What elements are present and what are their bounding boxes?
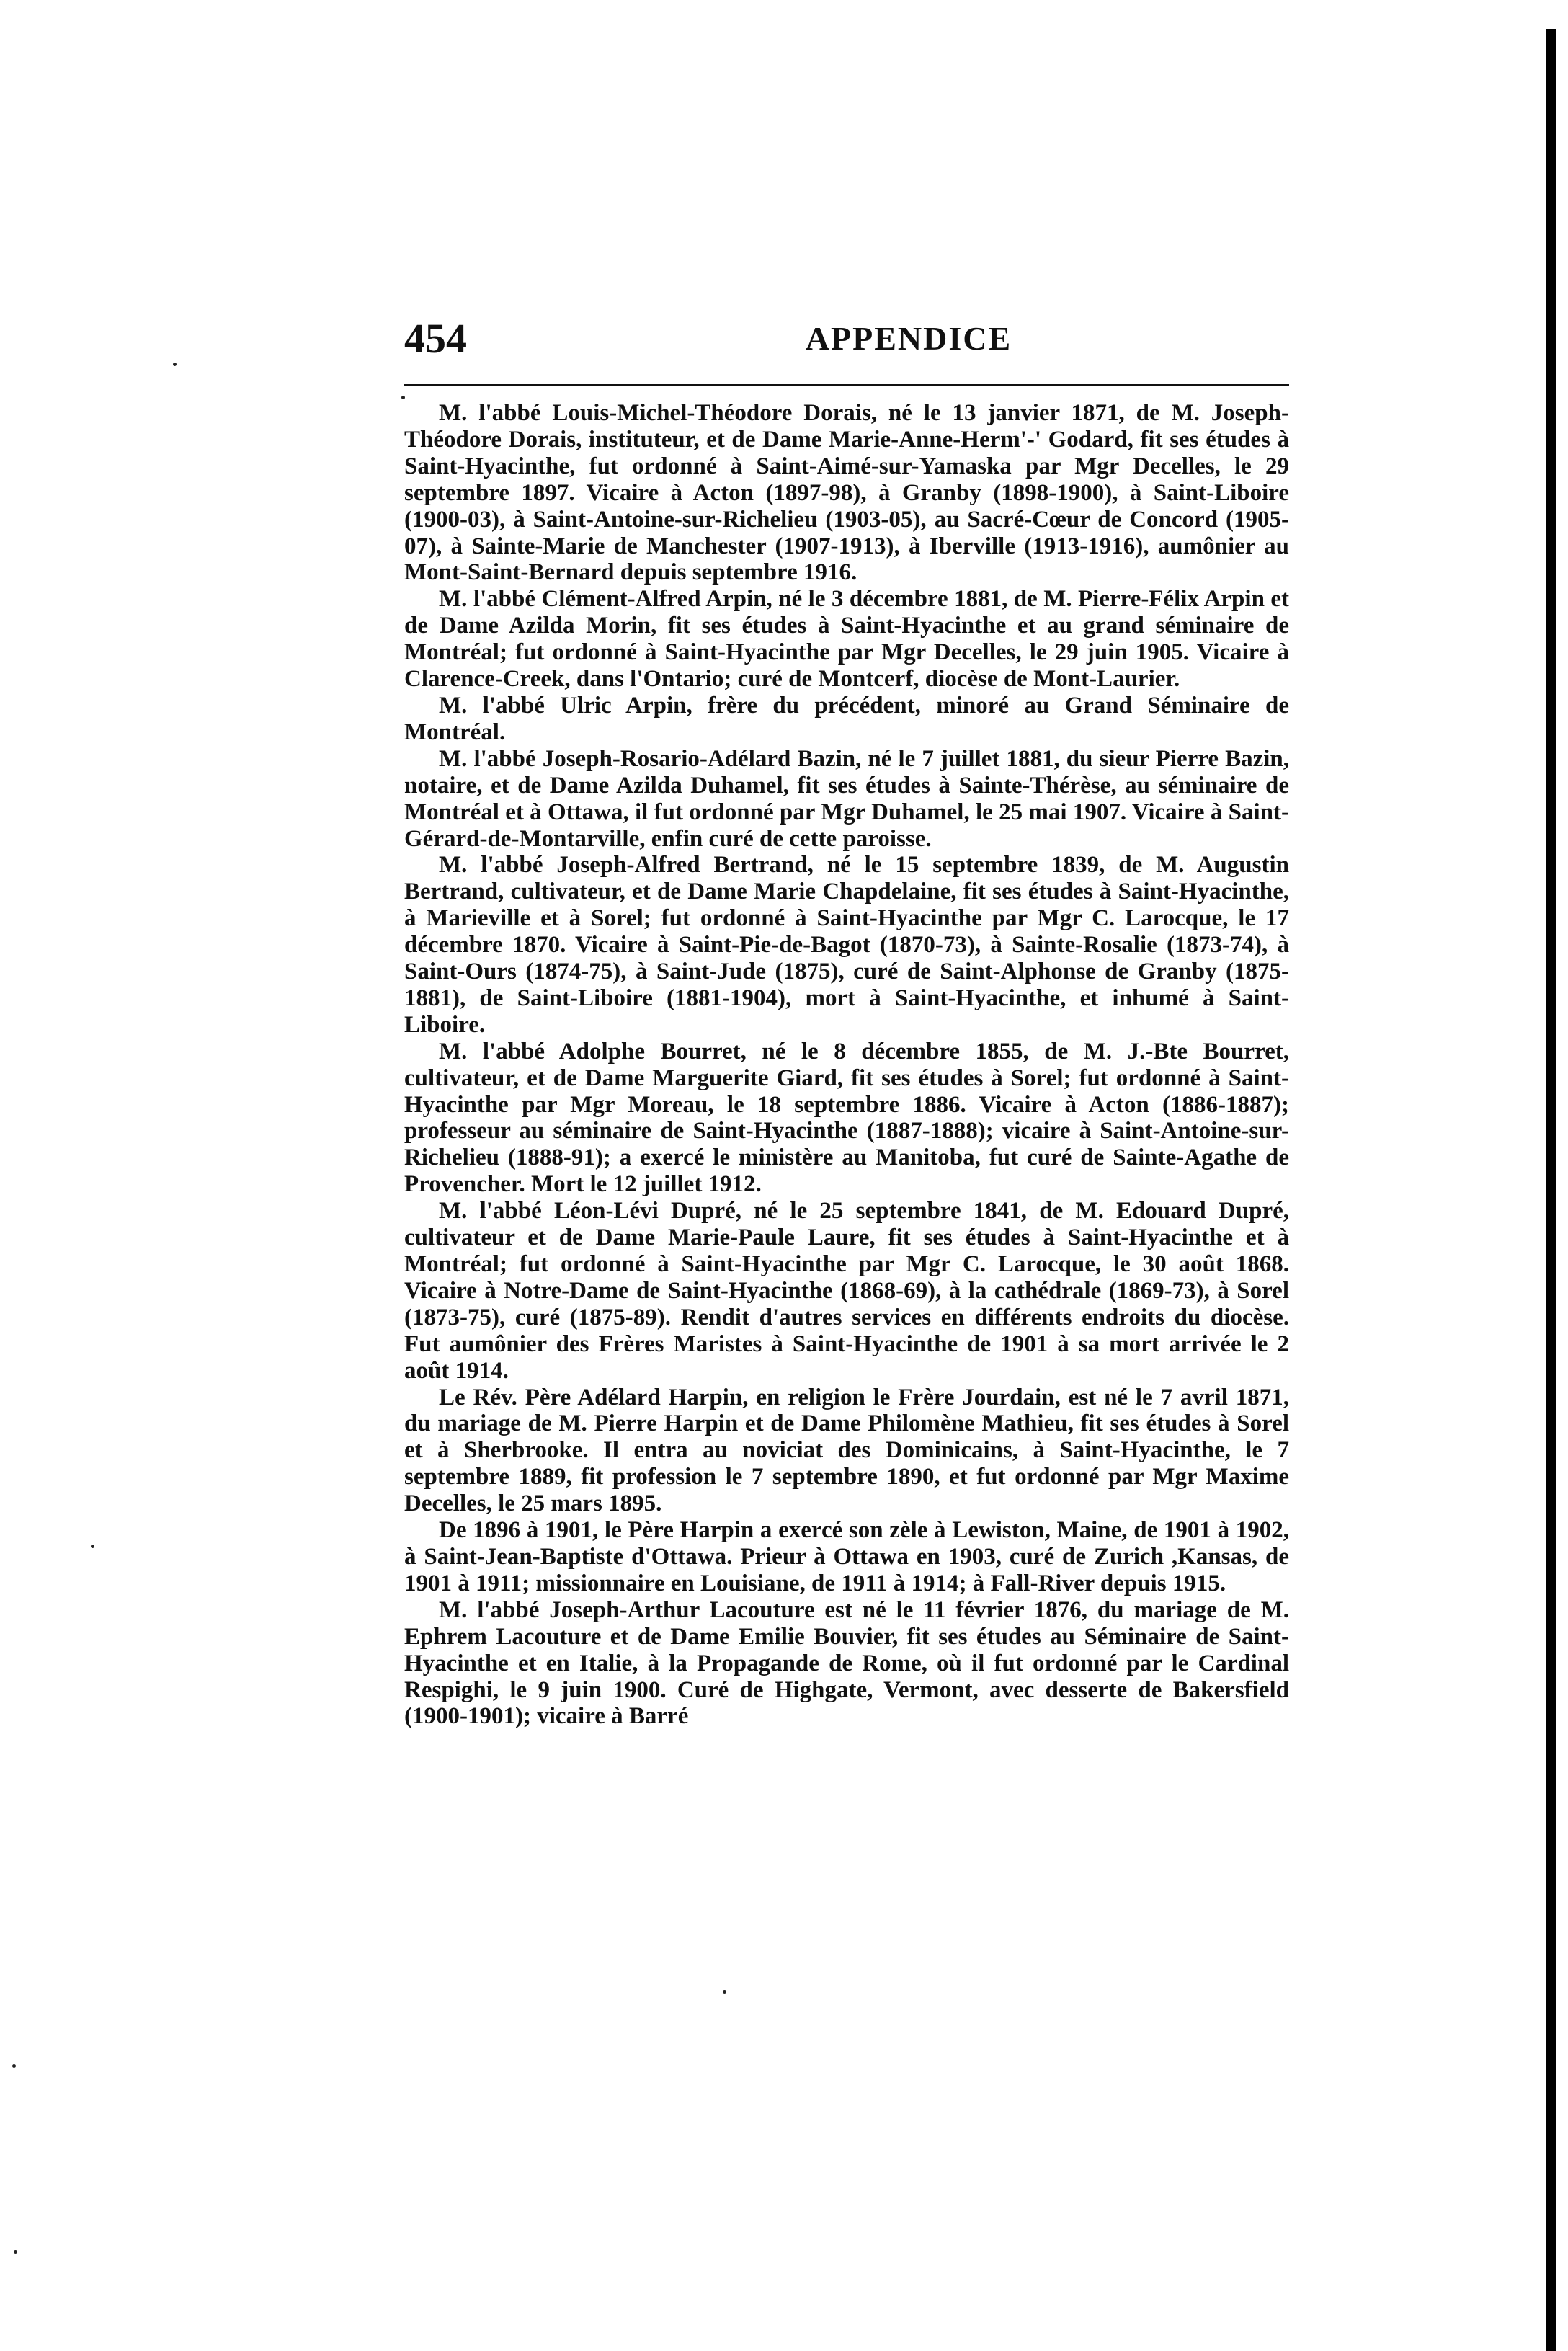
page-number: 454: [404, 315, 467, 362]
scan-speck: [173, 363, 177, 366]
paragraph-ulric-arpin: M. l'abbé Ulric Arpin, frère du précédent, minoré au Grand Séminaire de Montréal.: [404, 692, 1289, 745]
paragraph-bourret: M. l'abbé Adolphe Bourret, né le 8 décembre 1855, de M. J.-Bte Bourret, cultivateur, et de Dame Marguerite Giard, fit ses études à Sorel; fut ordonné à Saint-Hyacinthe par Mgr Moreau, le 18 septembre 1886. Vicaire à Acton (1886-1887); professeur au séminaire de Saint-Hyacinthe (1887-1888); vicaire à Saint-Antoine-sur-Richelieu (1888-91); a exercé le ministère au Manitoba, fut curé de Sainte-Agathe de Provencher. Mort le 12 juillet 1912.: [404, 1038, 1289, 1198]
paragraph-dupre: M. l'abbé Léon-Lévi Dupré, né le 25 septembre 1841, de M. Edouard Dupré, cultivateur et de Dame Marie-Paule Laure, fit ses études à Saint-Hyacinthe et à Montréal; fut ordonné à Saint-Hyacinthe par Mgr C. Larocque, le 30 août 1868. Vicaire à Notre-Dame de Saint-Hyacinthe (1868-69), à la cathédrale (1869-73), à Sorel (1873-75), curé (1875-89). Rendit d'autres services en différents endroits du diocèse. Fut aumônier des Frères Maristes à Saint-Hyacinthe de 1901 à sa mort arrivée le 2 août 1914.: [404, 1198, 1289, 1384]
paragraph-lacouture: M. l'abbé Joseph-Arthur Lacouture est né le 11 février 1876, du mariage de M. Ephrem Lacouture et de Dame Emilie Bouvier, fit ses études au Séminaire de Saint-Hyacinthe et en Italie, à la Propagande de Rome, où il fut ordonné par le Cardinal Respighi, le 9 juin 1900. Curé de Highgate, Vermont, avec desserte de Bakersfield (1900-1901); vicaire à Barré: [404, 1596, 1289, 1730]
paragraph-harpin: Le Rév. Père Adélard Harpin, en religion le Frère Jourdain, est né le 7 avril 1871, du mariage de M. Pierre Harpin et de Dame Philomène Mathieu, fit ses études à Sorel et à Sherbrooke. Il entra au noviciat des Dominicains, à Saint-Hyacinthe, le 7 septembre 1889, fit profession le 7 septembre 1890, et fut ordonné par Mgr Maxime Decelles, le 25 mars 1895.: [404, 1384, 1289, 1517]
paragraph-clement-arpin: M. l'abbé Clément-Alfred Arpin, né le 3 décembre 1881, de M. Pierre-Félix Arpin et de Dame Azilda Morin, fit ses études à Saint-Hyacinthe et au grand séminaire de Montréal; fut ordonné à Saint-Hyacinthe par Mgr Decelles, le 29 juin 1905. Vicaire à Clarence-Creek, dans l'Ontario; curé de Montcerf, diocèse de Mont-Laurier.: [404, 586, 1289, 693]
scan-speck: [91, 1545, 94, 1548]
paragraph-dorais: M. l'abbé Louis-Michel-Théodore Dorais, né le 13 janvier 1871, de M. Joseph-Théodore Dorais, instituteur, et de Dame Marie-Anne-Herm'-' Godard, fit ses études à Saint-Hyacinthe, fut ordonné à Saint-Aimé-sur-Yamaska par Mgr Decelles, le 29 septembre 1897. Vicaire à Acton (1897-98), à Granby (1898-1900), à Saint-Liboire (1900-03), à Saint-Antoine-sur-Richelieu (1903-05), au Sacré-Cœur de Concord (1905-07), à Sainte-Marie de Manchester (1907-1913), à Iberville (1913-1916), aumônier au Mont-Saint-Bernard depuis septembre 1916.: [404, 400, 1289, 586]
scan-speck: [12, 2064, 16, 2068]
scan-speck: [723, 1990, 726, 1994]
paragraph-harpin-ministry: De 1896 à 1901, le Père Harpin a exercé son zèle à Lewiston, Maine, de 1901 à 1902, à Saint-Jean-Baptiste d'Ottawa. Prieur à Ottawa en 1903, curé de Zurich ,Kansas, de 1901 à 1911; missionnaire en Louisiane, de 1911 à 1914; à Fall-River depuis 1915.: [404, 1517, 1289, 1596]
paragraph-bertrand: M. l'abbé Joseph-Alfred Bertrand, né le 15 septembre 1839, de M. Augustin Bertrand, cultivateur, et de Dame Marie Chapdelaine, fit ses études à Saint-Hyacinthe, à Marieville et à Sorel; fut ordonné à Saint-Hyacinthe par Mgr C. Larocque, le 17 décembre 1870. Vicaire à Saint-Pie-de-Bagot (1870-73), à Sainte-Rosalie (1873-74), à Saint-Ours (1874-75), à Saint-Jude (1875), curé de Saint-Alphonse de Granby (1875-1881), de Saint-Liboire (1881-1904), mort à Saint-Hyacinthe, et inhumé à Saint-Liboire.: [404, 852, 1289, 1038]
page-header: [404, 306, 1289, 371]
paragraph-bazin: M. l'abbé Joseph-Rosario-Adélard Bazin, né le 7 juillet 1881, du sieur Pierre Bazin, notaire, et de Dame Azilda Duhamel, fit ses études à Sainte-Thérèse, au séminaire de Montréal et à Ottawa, il fut ordonné par Mgr Duhamel, le 25 mai 1907. Vicaire à Saint-Gérard-de-Montarville, enfin curé de cette paroisse.: [404, 745, 1289, 852]
header-rule: [404, 384, 1289, 386]
scan-speck: [401, 396, 405, 399]
scan-speck: [14, 2250, 17, 2254]
running-head: APPENDICE: [805, 320, 1012, 357]
page-edge-shadow: [1546, 29, 1556, 2351]
page-body: [404, 400, 1289, 1730]
